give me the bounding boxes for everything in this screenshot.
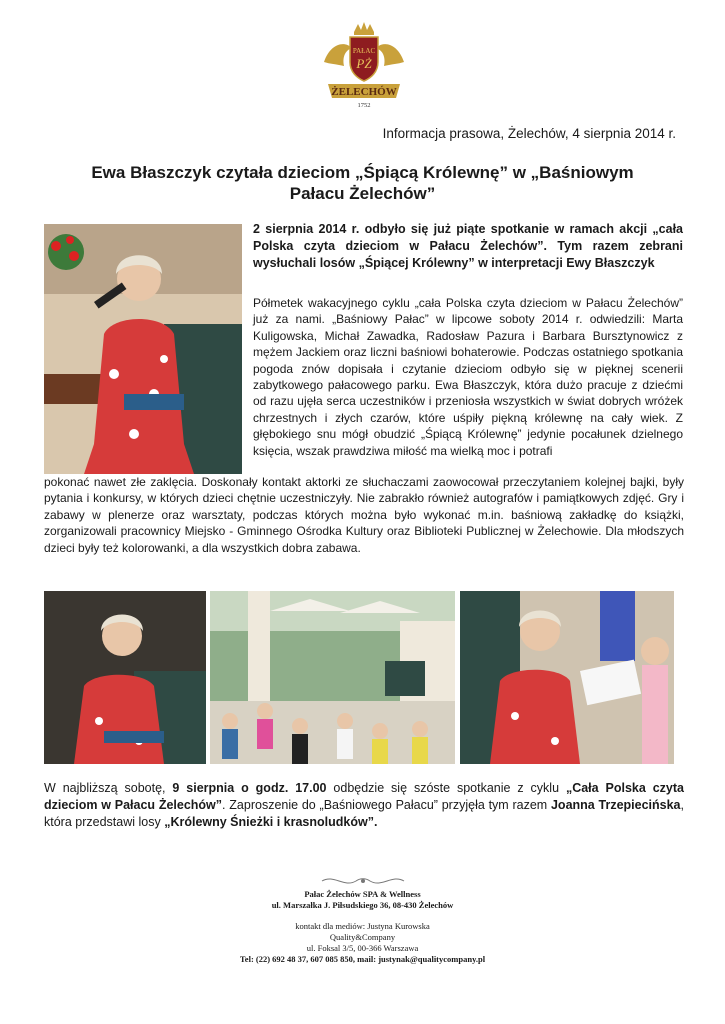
next-event-guest: Joanna Trzepiecińska <box>550 798 681 812</box>
next-event-paragraph <box>44 780 684 831</box>
photo-reader-with-microphone <box>44 224 242 474</box>
body-paragraph-a: Półmetek wakacyjnego cyklu „cała Polska czyta dzieciom w Pałacu Żelechów” już za nami. „Baśniowy Pałac” w lipcowe soboty 2014 r. odwiedzili: Marta Kuligowska, Michał Zawadka, Radosław Pazura i Barbara Bursztynowicz z mężem Jackiem oraz liczni baśniowi bohaterowie. Podczas ostatniego spotkania pogoda znów dopisała i czytanie dzieciom odbyło się w pięknej scenerii zabytkowego pałacowego parku. Ewa Błaszczyk, która dużo pracuje z dziećmi od razu ujęła serca uczestników i przeniosła wszystkich w świat dobrych wróżek chrzestnych i złych czarów, które uśpiły piękną królewnę na cały wiek. Z głębokiego snu mógł obudzić „Śpiącą Królewnę” jedynie pocałunek dzielnego księcia, wszak prawdziwa miłość ma wielką moc i potrafi <box>253 296 683 458</box>
logo-brand-top: PAŁAC <box>352 47 376 55</box>
headline-line-2: Pałacu Żelechów” <box>289 184 436 203</box>
palace-logo <box>316 18 412 114</box>
footer-address: ul. Marszałka J. Piłsudskiego 36, 08-430 Żelechów <box>271 900 454 910</box>
next-event-text-3: , która przedstawi losy <box>44 798 684 829</box>
footer-agency-address: ul. Foksal 3/5, 00-366 Warszawa <box>306 943 419 953</box>
logo-monogram: PŻ <box>356 56 372 71</box>
photo-children-audience <box>210 591 455 764</box>
footer-company: Pałac Żelechów SPA & Wellness <box>304 889 421 899</box>
photo-reader-closeup <box>44 591 206 764</box>
footer-agency: Quality&Company <box>329 932 396 942</box>
photo-signing-autographs <box>460 591 674 764</box>
next-event-text-2: . Zaproszenie do „Baśniowego Pałacu” przyjęła tym razem <box>222 798 551 812</box>
footer-media-block <box>160 921 565 965</box>
next-event-intro: W najbliższą sobotę, <box>44 781 173 795</box>
lead-paragraph: 2 sierpnia 2014 r. odbyło się już piąte spotkanie w ramach akcji „cała Polska czyta dzieciom w Pałacu Żelechów”. Tym razem zebrani wysłuchali losów „Śpiącej Królewny” w interpretacji Ewy Błaszczyk <box>253 222 683 270</box>
footer-media-contact: kontakt dla mediów: Justyna Kurowska <box>295 921 430 931</box>
press-dateline: Informacja prasowa, Żelechów, 4 sierpnia 2014 r. <box>382 126 676 141</box>
next-event-story: „Królewny Śnieżki i krasnoludków”. <box>164 815 378 829</box>
body-paragraph-b: pokonać nawet złe zaklęcia. Doskonały kontakt aktorki ze słuchaczami zaowocował przeczytaniem kolejnej bajki, były pytania i konkursy, w których dzieci chętnie uczestniczyły. Nie zabrakło również autografów i pamiątkowych zdjęć. Gry i zabawy w plenerze oraz warsztaty, podczas których można było wykonać m.in. baśniową zakładkę do książki, zorganizowali pracownicy Miejsko - Gminnego Ośrodka Kultury oraz Biblioteki Publicznej w Żelechowie. Dla młodszych dzieci były też kolorowanki, a dla wszystkich dobra zabawa. <box>44 475 684 555</box>
footer-contact: Tel: (22) 692 48 37, 607 085 850, mail: justynak@qualitycompany.pl <box>239 954 486 964</box>
next-event-date: 9 sierpnia o godz. 17.00 <box>172 781 327 795</box>
headline-line-1: Ewa Błaszczyk czytała dzieciom „Śpiącą Królewnę” w „Baśniowym <box>91 163 634 182</box>
logo-brand-name: ŻELECHÓW <box>331 86 397 98</box>
press-headline <box>40 162 685 204</box>
footer-company-block <box>160 889 565 911</box>
logo-year: 1752 <box>357 102 371 109</box>
ornament-divider-icon <box>320 874 406 888</box>
next-event-text-1: odbędzie się szóste spotkanie z cyklu <box>326 781 566 795</box>
next-event-series: „Cała Polska czyta dzieciom w Pałacu Żelechów” <box>44 781 684 812</box>
